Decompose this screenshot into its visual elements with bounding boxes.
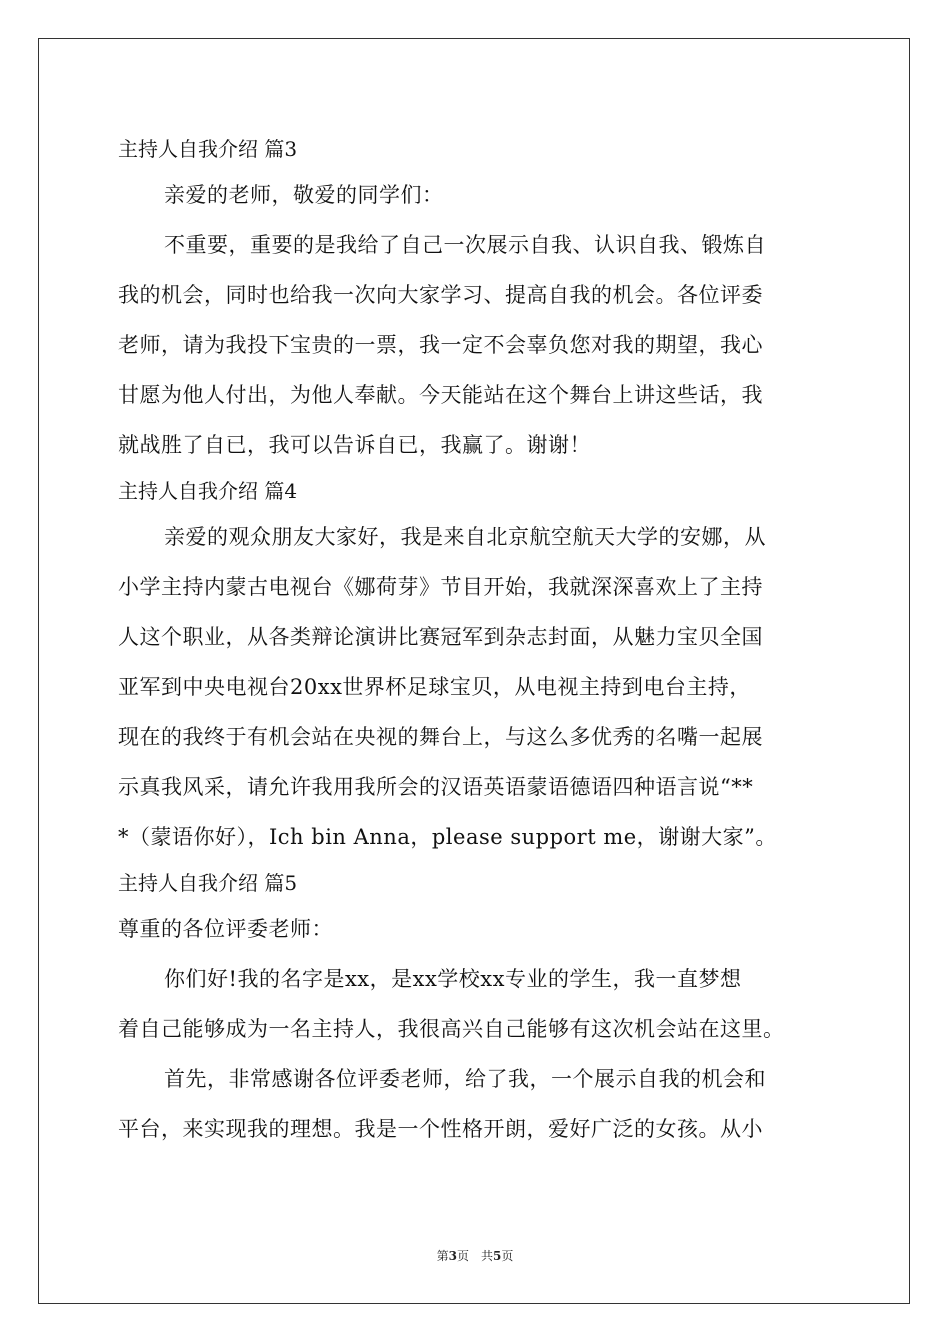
- footer-middle: 页 共: [456, 1249, 493, 1263]
- section-heading: 主持人自我介绍 篇5: [118, 871, 298, 895]
- paragraph-line: 示真我风采，请允许我用我所会的汉语英语蒙语德语四种语言说“**: [118, 775, 754, 799]
- paragraph-line: 尊重的各位评委老师：: [118, 917, 333, 941]
- paragraph-line: 小学主持内蒙古电视台《娜荷芽》节目开始，我就深深喜欢上了主持: [118, 575, 763, 599]
- paragraph-line: 你们好!我的名字是xx，是xx学校xx专业的学生，我一直梦想: [164, 967, 742, 991]
- section-heading: 主持人自我介绍 篇3: [118, 137, 298, 161]
- paragraph-line: 我的机会，同时也给我一次向大家学习、提高自我的机会。各位评委: [118, 283, 763, 307]
- paragraph-line: 人这个职业，从各类辩论演讲比赛冠军到杂志封面，从魅力宝贝全国: [118, 625, 763, 649]
- paragraph-line: 甘愿为他人付出，为他人奉献。今天能站在这个舞台上讲这些话，我: [118, 383, 763, 407]
- paragraph-line: 亚军到中央电视台20xx世界杯足球宝贝，从电视主持到电台主持，: [118, 675, 751, 699]
- footer-suffix: 页: [501, 1249, 514, 1263]
- paragraph-line: 首先，非常感谢各位评委老师，给了我，一个展示自我的机会和: [164, 1067, 766, 1091]
- paragraph-line: 着自己能够成为一名主持人，我很高兴自己能够有这次机会站在这里。: [118, 1017, 785, 1041]
- total-page-count: 5: [493, 1249, 502, 1263]
- paragraph-line: 亲爱的观众朋友大家好，我是来自北京航空航天大学的安娜，从: [164, 525, 766, 549]
- current-page-number: 3: [448, 1249, 457, 1263]
- page-number-footer: [0, 1247, 950, 1264]
- paragraph-line: 就战胜了自已，我可以告诉自已，我赢了。谢谢！: [118, 433, 591, 457]
- paragraph-line: 不重要，重要的是我给了自己一次展示自我、认识自我、锻炼自: [164, 233, 766, 257]
- paragraph-line: *（蒙语你好），Ich bin Anna，please support me，谢谢大家”。: [118, 825, 777, 849]
- section-heading: 主持人自我介绍 篇4: [118, 479, 298, 503]
- paragraph-line: 老师，请为我投下宝贵的一票，我一定不会辜负您对我的期望，我心: [118, 333, 763, 357]
- document-body: [118, 128, 838, 1154]
- paragraph-line: 亲爱的老师，敬爱的同学们：: [164, 183, 444, 207]
- paragraph-line: 现在的我终于有机会站在央视的舞台上，与这么多优秀的名嘴一起展: [118, 725, 763, 749]
- footer-prefix: 第: [436, 1249, 449, 1263]
- paragraph-line: 平台，来实现我的理想。我是一个性格开朗，爱好广泛的女孩。从小: [118, 1117, 763, 1141]
